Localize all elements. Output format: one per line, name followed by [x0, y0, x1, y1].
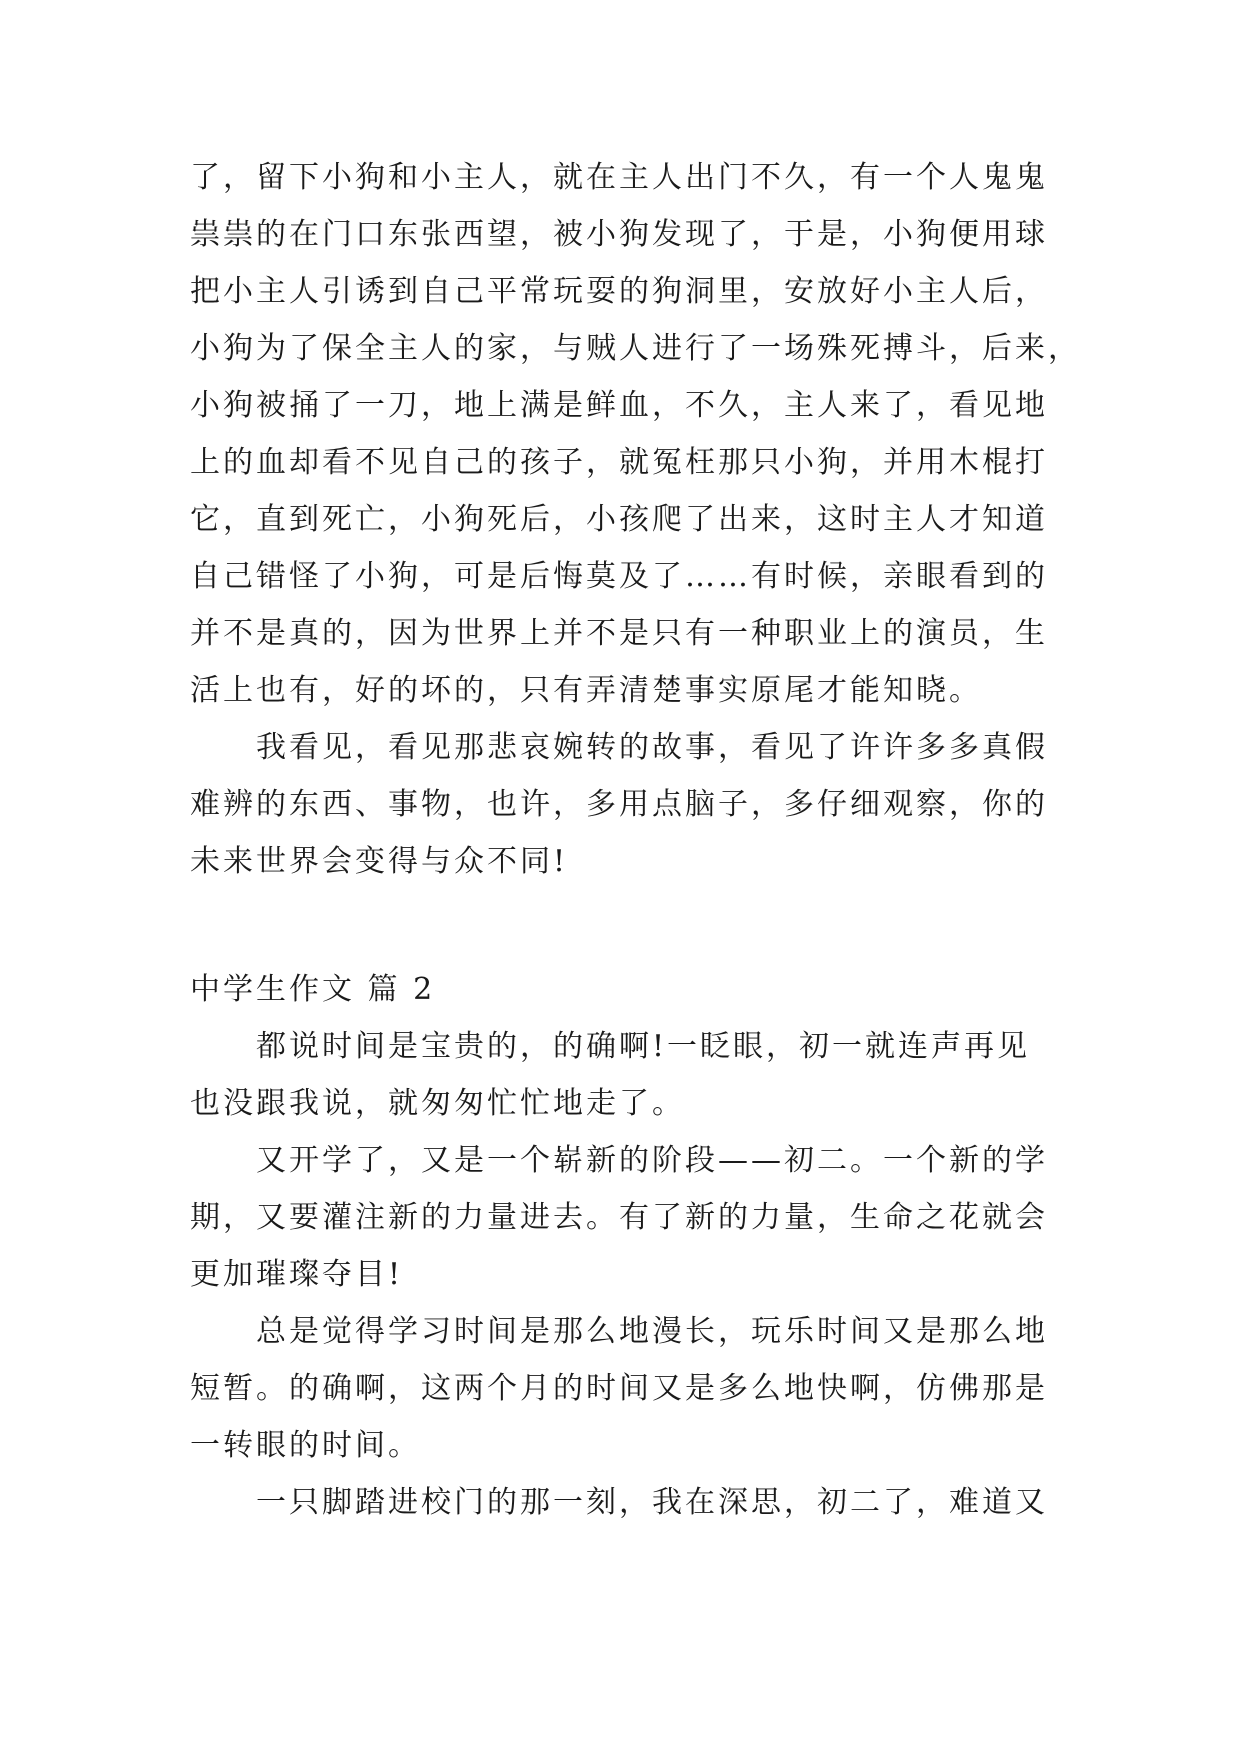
paragraph-line: 把小主人引诱到自己平常玩耍的狗洞里，安放好小主人后，	[190, 274, 1048, 309]
paragraph-line: 祟祟的在门口东张西望，被小狗发现了，于是，小狗便用球	[190, 217, 1048, 252]
paragraph-line: 它，直到死亡，小狗死后，小孩爬了出来，这时主人才知道	[190, 502, 1048, 537]
paragraph-line: 一只脚踏进校门的那一刻，我在深思，初二了，难道又	[256, 1485, 1048, 1520]
paragraph-line: 未来世界会变得与众不同!	[190, 844, 569, 879]
paragraph-line: 上的血却看不见自己的孩子，就冤枉那只小狗，并用木棍打	[190, 445, 1048, 480]
paragraph-line: 小狗为了保全主人的家，与贼人进行了一场殊死搏斗，后来，	[190, 331, 1081, 366]
paragraph-line: 了，留下小狗和小主人，就在主人出门不久，有一个人鬼鬼	[190, 160, 1048, 195]
paragraph-line: 更加璀璨夺目!	[190, 1257, 404, 1292]
paragraph-line: 我看见，看见那悲哀婉转的故事，看见了许许多多真假	[256, 730, 1048, 765]
paragraph-line: 小狗被捅了一刀，地上满是鲜血，不久，主人来了，看见地	[190, 388, 1048, 423]
paragraph-line: 并不是真的，因为世界上并不是只有一种职业上的演员，生	[190, 616, 1048, 651]
paragraph-line: 难辨的东西、事物，也许，多用点脑子，多仔细观察，你的	[190, 787, 1048, 822]
paragraph-line: 总是觉得学习时间是那么地漫长，玩乐时间又是那么地	[256, 1314, 1048, 1349]
paragraph-line: 短暂。的确啊，这两个月的时间又是多么地快啊，仿佛那是	[190, 1371, 1048, 1406]
section-title: 中学生作文 篇 2	[190, 972, 436, 1007]
paragraph-line: 又开学了，又是一个崭新的阶段——初二。一个新的学	[256, 1143, 1048, 1178]
paragraph-line: 自己错怪了小狗，可是后悔莫及了……有时候，亲眼看到的	[190, 559, 1048, 594]
paragraph-line: 活上也有，好的坏的，只有弄清楚事实原尾才能知晓。	[190, 673, 982, 708]
paragraph-line: 也没跟我说，就匆匆忙忙地走了。	[190, 1086, 685, 1121]
paragraph-line: 期，又要灌注新的力量进去。有了新的力量，生命之花就会	[190, 1200, 1048, 1235]
paragraph-line: 都说时间是宝贵的，的确啊!一眨眼，初一就连声再见	[256, 1029, 1031, 1064]
paragraph-line: 一转眼的时间。	[190, 1428, 421, 1463]
